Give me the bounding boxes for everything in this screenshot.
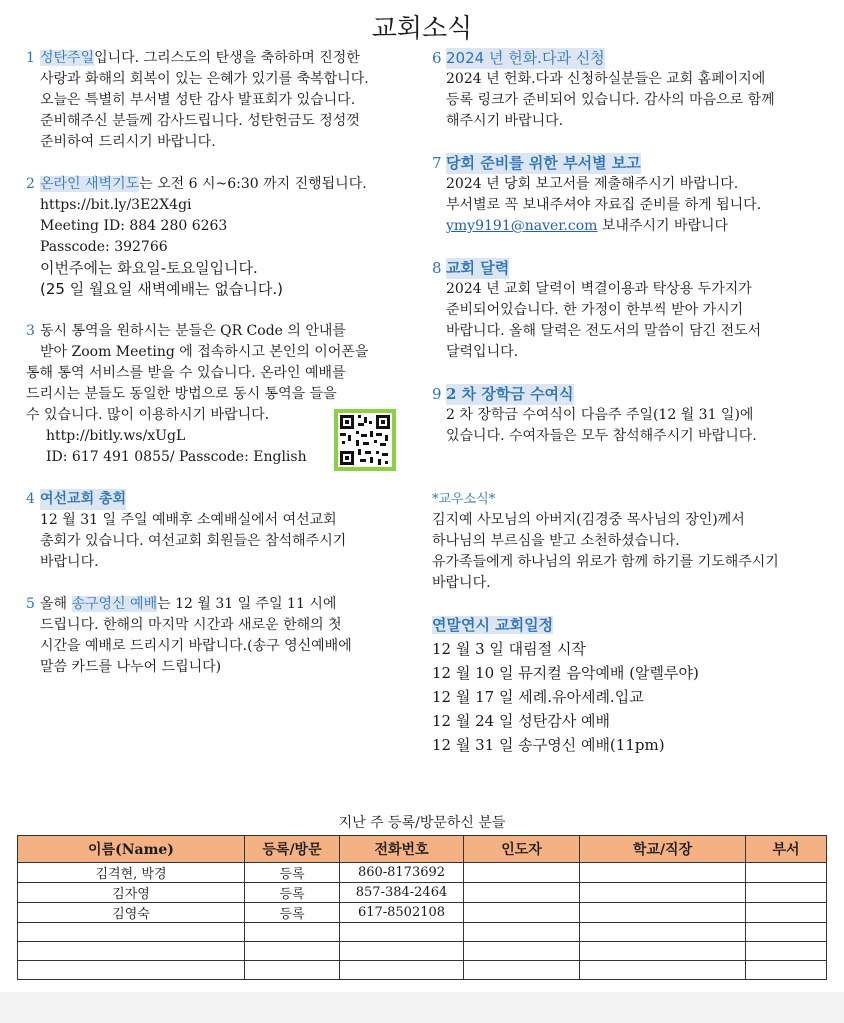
table-cell: 등록 bbox=[245, 863, 340, 883]
item-line: 총회가 있습니다. 여선교회 회원들은 참석해주시기 bbox=[40, 533, 347, 549]
table-cell bbox=[464, 961, 580, 980]
item-number: 9 bbox=[432, 385, 442, 403]
schedule bbox=[432, 615, 832, 757]
table-cell bbox=[464, 903, 580, 923]
table-cell bbox=[746, 961, 827, 980]
item-highlight: 교회 달력 bbox=[446, 259, 510, 277]
schedule-event: 12 월 17 일 세례.유아세례.입교 bbox=[432, 688, 644, 706]
item-line: 준비되어있습니다. 한 가정이 한부씩 받아 가시기 bbox=[446, 302, 744, 318]
item-line: 2024 년 교회 달력이 벽결이용과 탁상용 두가지가 bbox=[446, 281, 752, 297]
table-cell bbox=[18, 961, 245, 980]
item-line: 2 차 장학금 수여식이 다음주 주일(12 월 31 일)에 bbox=[446, 407, 754, 423]
translation-meeting-info: ID: 617 491 0855/ Passcode: English bbox=[46, 449, 307, 465]
table-cell bbox=[245, 923, 340, 942]
left-column bbox=[26, 48, 418, 699]
table-cell bbox=[580, 961, 746, 980]
table-cell bbox=[464, 883, 580, 903]
table-cell bbox=[580, 863, 746, 883]
column-header: 학교/직장 bbox=[580, 836, 746, 863]
table-cell bbox=[464, 923, 580, 942]
faculty-news-heading: *교우소식* bbox=[432, 492, 496, 507]
item-line: 드리시는 분들도 동일한 방법으로 동시 통역을 들을 bbox=[26, 386, 337, 402]
table-cell: 857-384-2464 bbox=[340, 883, 464, 903]
item-line: 말씀 카드를 나누어 드립니다) bbox=[40, 659, 222, 675]
news-item-8 bbox=[432, 258, 832, 363]
table-cell bbox=[340, 942, 464, 961]
item-line: 부서별로 꼭 보내주셔야 자료집 준비를 하게 됩니다. bbox=[446, 197, 762, 213]
schedule-event: 12 월 24 일 성탄감사 예배 bbox=[432, 712, 610, 730]
email-link[interactable]: ymy9191@naver.com bbox=[446, 218, 598, 234]
item-text: 올해 bbox=[40, 596, 72, 612]
table-cell: 617-8502108 bbox=[340, 903, 464, 923]
news-item-5 bbox=[26, 594, 418, 678]
item-highlight: 2024 년 헌화.다과 신청 bbox=[446, 49, 605, 67]
news-item-2 bbox=[26, 174, 418, 300]
zoom-link[interactable]: https://bit.ly/3E2X4gi bbox=[40, 197, 192, 213]
table-cell bbox=[245, 942, 340, 961]
visitors-table-title: 지난 주 등록/방문하신 분들 bbox=[338, 815, 506, 831]
table-cell bbox=[746, 903, 827, 923]
table-cell bbox=[746, 923, 827, 942]
item-line: 준비하여 드리시기 바랍니다. bbox=[40, 134, 216, 150]
item-text: 는 12 월 31 일 주일 11 시에 bbox=[157, 596, 337, 612]
table-cell: 등록 bbox=[245, 883, 340, 903]
faculty-news-line: 김지예 사모님의 아버지(김경중 목사님의 장인)께서 bbox=[432, 512, 745, 528]
item-number: 3 bbox=[26, 323, 35, 339]
schedule-event: 12 월 31 일 송구영신 예배(11pm) bbox=[432, 736, 665, 754]
item-line: 수 있습니다. 많이 이용하시기 바랍니다. bbox=[26, 407, 270, 423]
news-item-4 bbox=[26, 489, 418, 573]
news-item-1 bbox=[26, 48, 418, 153]
table-cell bbox=[340, 961, 464, 980]
translation-link[interactable]: http://bitly.ws/xUgL bbox=[46, 428, 186, 444]
item-text: 입니다. 그리스도의 탄생을 축하하며 진정한 bbox=[94, 50, 360, 66]
column-header: 인도자 bbox=[464, 836, 580, 863]
page-bottom-band bbox=[0, 992, 844, 1023]
page-title: 교회소식 bbox=[371, 14, 473, 44]
item-number: 4 bbox=[26, 491, 35, 507]
table-row bbox=[18, 961, 827, 980]
item-highlight: 송구영신 예배 bbox=[71, 596, 158, 612]
item-line: 달력입니다. bbox=[446, 344, 519, 360]
item-line: 사랑과 화해의 회복이 있는 은혜가 있기를 축복합니다. bbox=[40, 71, 369, 87]
table-row bbox=[18, 942, 827, 961]
notice-line: 이번주에는 화요일-토요일입니다. bbox=[40, 259, 258, 277]
item-line: 통해 통역 서비스를 받을 수 있습니다. 온라인 예배를 bbox=[26, 365, 346, 381]
qr-code-icon[interactable] bbox=[334, 409, 396, 471]
table-row bbox=[18, 863, 827, 883]
table-header-row bbox=[18, 836, 827, 863]
column-header: 이름(Name) bbox=[18, 836, 245, 863]
table-cell bbox=[18, 942, 245, 961]
right-column bbox=[432, 48, 832, 778]
table-cell bbox=[580, 942, 746, 961]
faculty-news-line: 유가족들에게 하나님의 위로가 함께 하기를 기도해주시기 bbox=[432, 554, 779, 570]
schedule-heading: 연말연시 교회일정 bbox=[432, 616, 554, 634]
item-line: 등록 링크가 준비되어 있습니다. 감사의 마음으로 함께 bbox=[446, 92, 775, 108]
news-item-7 bbox=[432, 153, 832, 237]
item-highlight: 2 차 장학금 수여식 bbox=[446, 385, 574, 403]
table-cell bbox=[340, 923, 464, 942]
item-line: 바랍니다. bbox=[40, 554, 99, 570]
item-line: 있습니다. 수여자들은 모두 참석해주시기 바랍니다. bbox=[446, 428, 757, 444]
table-row bbox=[18, 923, 827, 942]
table-cell bbox=[580, 883, 746, 903]
news-item-6 bbox=[432, 48, 832, 132]
item-number: 1 bbox=[26, 50, 35, 66]
table-cell bbox=[580, 903, 746, 923]
table-cell: 김격현, 박경 bbox=[18, 863, 245, 883]
table-cell bbox=[746, 883, 827, 903]
table-row bbox=[18, 903, 827, 923]
notice-line: (25 일 월요일 새벽예배는 없습니다.) bbox=[40, 280, 284, 298]
faculty-news-line: 하나님의 부르심을 받고 소천하셨습니다. bbox=[432, 533, 680, 549]
item-number: 6 bbox=[432, 49, 442, 67]
item-line: 준비해주신 분들께 감사드립니다. 성탄헌금도 정성껏 bbox=[40, 113, 360, 129]
item-number: 2 bbox=[26, 176, 35, 192]
item-text: 는 오전 6 시~6:30 까지 진행됩니다. bbox=[139, 176, 367, 192]
item-text: 동시 통역을 원하시는 분들은 QR Code 의 안내를 bbox=[40, 323, 346, 339]
meeting-id: Meeting ID: 884 280 6263 bbox=[40, 218, 228, 234]
item-text: 보내주시기 바랍니다 bbox=[597, 218, 729, 234]
visitors-table bbox=[17, 835, 827, 980]
item-highlight: 온라인 새벽기도 bbox=[40, 176, 140, 192]
column-header: 부서 bbox=[746, 836, 827, 863]
table-cell: 김영숙 bbox=[18, 903, 245, 923]
faculty-news bbox=[432, 489, 832, 594]
table-cell bbox=[580, 923, 746, 942]
table-cell: 860-8173692 bbox=[340, 863, 464, 883]
schedule-event: 12 월 10 일 뮤지컬 음악예배 (알렐루야) bbox=[432, 664, 699, 682]
schedule-event: 12 월 3 일 대림절 시작 bbox=[432, 640, 586, 658]
item-line: 해주시기 바랍니다. bbox=[446, 113, 564, 129]
item-number: 7 bbox=[432, 154, 442, 172]
table-cell bbox=[18, 923, 245, 942]
item-number: 5 bbox=[26, 596, 35, 612]
item-number: 8 bbox=[432, 259, 442, 277]
column-header: 전화번호 bbox=[340, 836, 464, 863]
column-header: 등록/방문 bbox=[245, 836, 340, 863]
passcode: Passcode: 392766 bbox=[40, 239, 168, 255]
item-line: 드립니다. 한해의 마지막 시간과 새로운 한해의 첫 bbox=[40, 617, 342, 633]
table-cell bbox=[464, 863, 580, 883]
item-line: 2024 년 헌화.다과 신청하실분들은 교회 홈페이지에 bbox=[446, 71, 766, 87]
item-line: 받아 Zoom Meeting 에 접속하시고 본인의 이어폰을 bbox=[40, 344, 369, 360]
table-row bbox=[18, 883, 827, 903]
table-cell bbox=[746, 942, 827, 961]
faculty-news-line: 바랍니다. bbox=[432, 575, 491, 591]
item-line: 2024 년 당회 보고서를 제출해주시기 바랍니다. bbox=[446, 176, 739, 192]
item-highlight: 여선교회 총회 bbox=[40, 489, 126, 510]
news-item-9 bbox=[432, 384, 832, 447]
table-cell: 김자영 bbox=[18, 883, 245, 903]
table-cell bbox=[464, 942, 580, 961]
table-cell bbox=[746, 863, 827, 883]
item-highlight: 성탄주일 bbox=[40, 50, 95, 66]
item-highlight: 당회 준비를 위한 부서별 보고 bbox=[446, 154, 641, 172]
table-cell bbox=[245, 961, 340, 980]
item-line: 12 월 31 일 주일 예배후 소예배실에서 여선교회 bbox=[40, 512, 337, 528]
item-line: 오늘은 특별히 부서별 성탄 감사 발표회가 있습니다. bbox=[40, 92, 356, 108]
item-line: 바랍니다. 올해 달력은 전도서의 말씀이 담긴 전도서 bbox=[446, 323, 762, 339]
item-line: 시간을 예배로 드리시기 바랍니다.(송구 영신예배에 bbox=[40, 638, 352, 654]
table-cell: 등록 bbox=[245, 903, 340, 923]
